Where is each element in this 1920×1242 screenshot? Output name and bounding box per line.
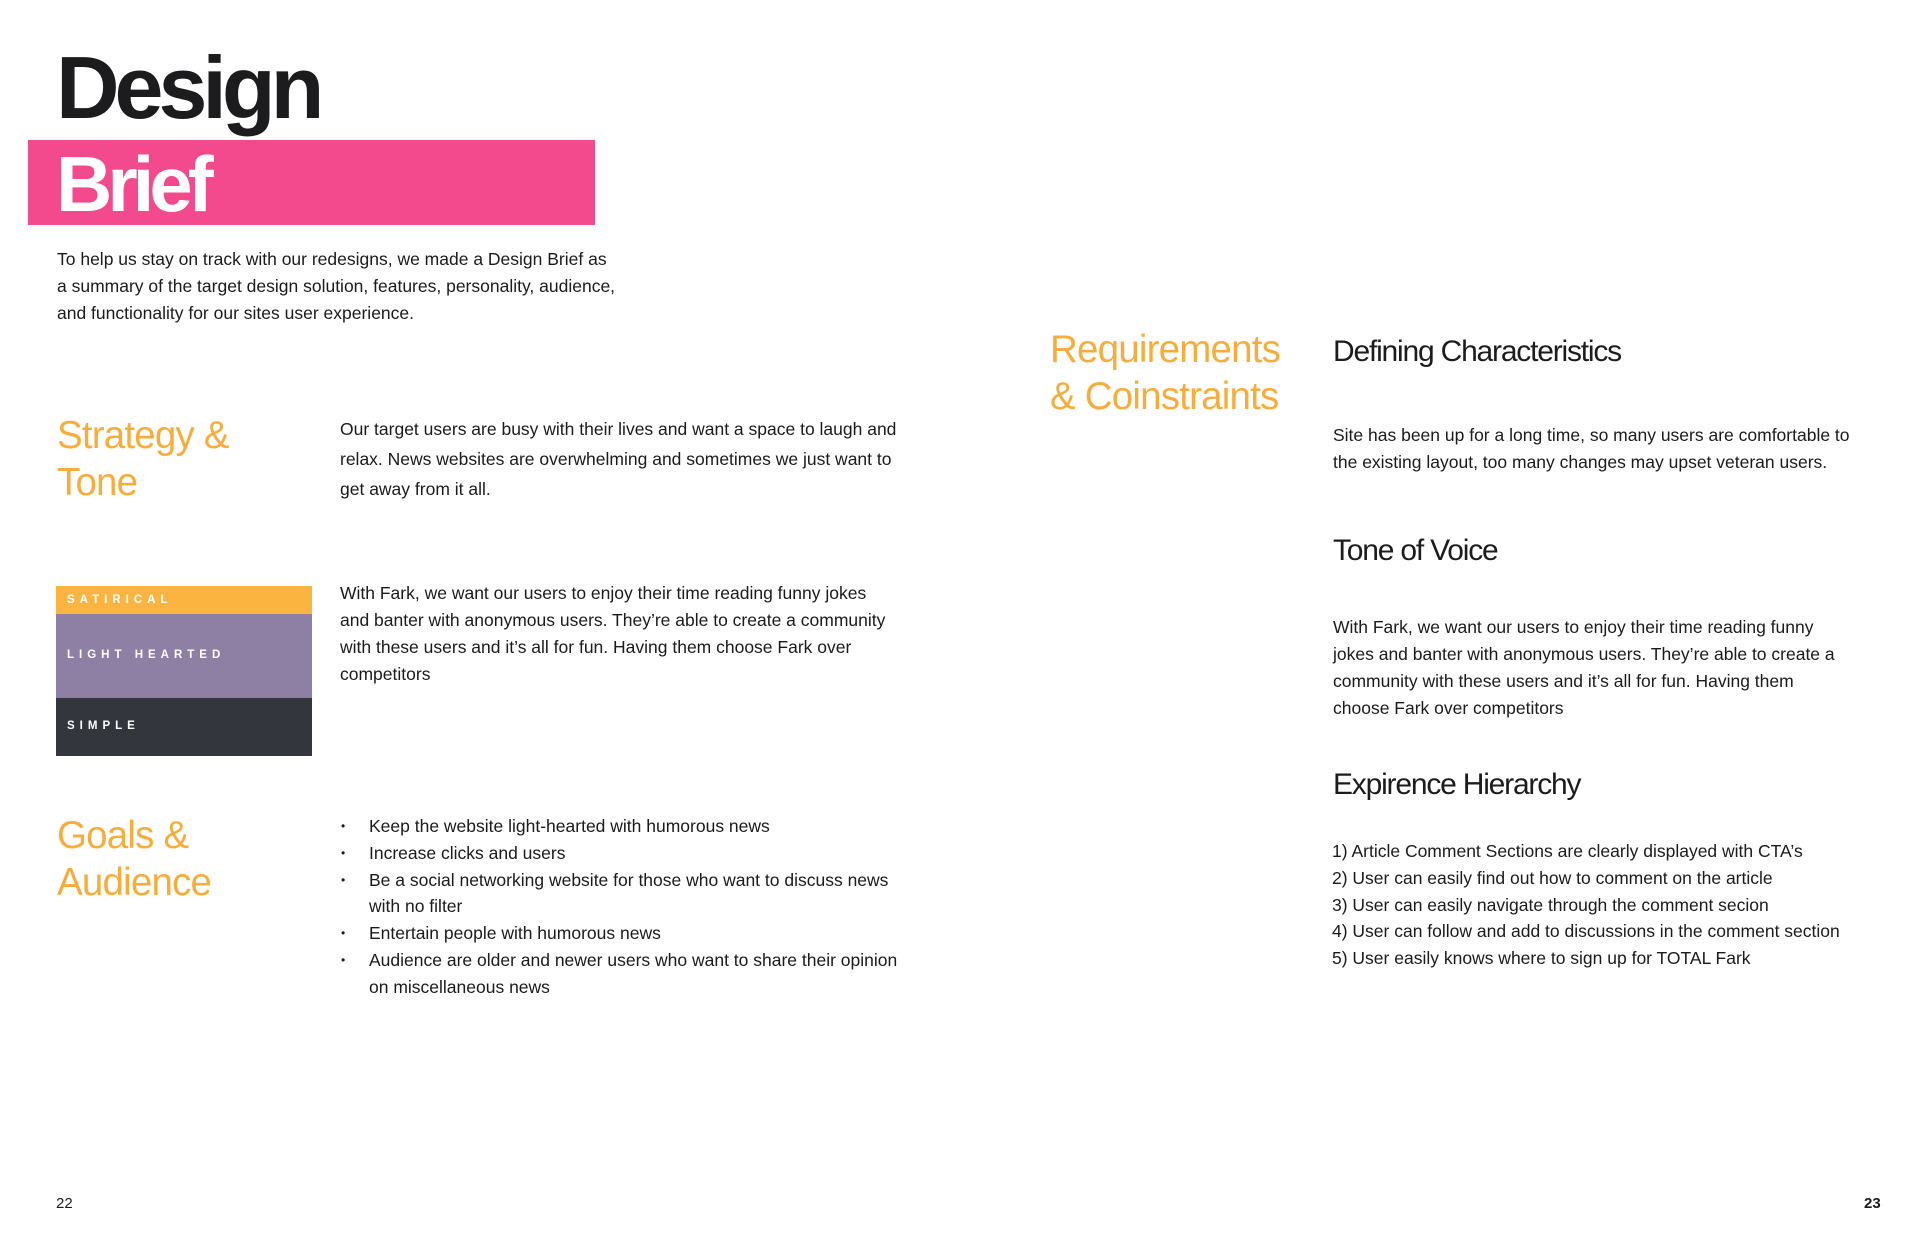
list-item: • Entertain people with humorous news — [340, 920, 900, 947]
strategy-heading-line2: Tone — [57, 461, 138, 504]
goals-heading-line2: Audience — [57, 861, 212, 904]
goals-bullet-list — [340, 813, 900, 1001]
tone-swatch-satirical — [56, 586, 312, 614]
list-item: • Keep the website light-hearted with humorous news — [340, 813, 900, 840]
goals-heading — [57, 812, 211, 906]
page-title-brief: Brief — [56, 140, 209, 228]
tone-swatch-label: SIMPLE — [67, 720, 140, 732]
requirements-heading — [1050, 326, 1280, 420]
page-title-design: Design — [56, 38, 320, 137]
intro-paragraph: To help us stay on track with our redesigns, we made a Design Brief as a summary of the target design solution, features, personality, audience, and functionality for our sites user experience. — [57, 249, 616, 323]
strategy-heading-line1: Strategy & — [57, 414, 229, 457]
strategy-heading — [57, 412, 229, 506]
tone-swatch-light-hearted — [56, 614, 312, 698]
page-number-left: 22 — [56, 1195, 73, 1212]
tone-of-voice-text: With Fark, we want our users to enjoy their time reading funny jokes and banter with anonymous users. They’re able to create a community with these users and it’s all for fun. Having them choose Fark over competitors — [1333, 617, 1835, 718]
defining-characteristics-text: Site has been up for a long time, so many users are comfortable to the existing layout, too many changes may upset veteran users. — [1333, 425, 1850, 472]
list-item: • Be a social networking website for those who want to discuss news with no filter — [340, 867, 900, 921]
tone-of-voice-heading: Tone of Voice — [1333, 534, 1498, 567]
experience-hierarchy-heading: Expirence Hierarchy — [1333, 768, 1581, 801]
bullet-icon: • — [341, 872, 346, 887]
bullet-icon: • — [341, 926, 346, 941]
list-item: 5) User easily knows where to sign up for TOTAL Fark — [1332, 948, 1751, 969]
requirements-heading-line1: Requirements — [1050, 328, 1281, 371]
list-item: 4) User can follow and add to discussions in the comment section — [1332, 921, 1840, 942]
bullet-icon: • — [341, 819, 346, 833]
experience-hierarchy-list — [1332, 838, 1892, 972]
bullet-icon: • — [341, 845, 346, 860]
requirements-heading-line2: & Coinstraints — [1050, 375, 1279, 418]
tone-swatch-label: SATIRICAL — [67, 594, 173, 606]
list-item: 3) User can easily navigate through the comment secion — [1332, 894, 1769, 915]
strategy-paragraph-1: Our target users are busy with their lives and want a space to laugh and relax. News websites are overwhelming and sometimes we just want to get away from it all. — [340, 419, 897, 499]
list-item: • Increase clicks and users — [340, 840, 900, 867]
list-item: • Audience are older and newer users who want to share their opinion on miscellaneous news — [340, 947, 900, 1001]
bullet-icon: • — [341, 952, 346, 967]
tone-swatch-simple — [56, 698, 312, 756]
list-item: 2) User can easily find out how to comment on the article — [1332, 867, 1773, 888]
goals-heading-line1: Goals & — [57, 814, 189, 857]
list-item: 1) Article Comment Sections are clearly displayed with CTA’s — [1332, 841, 1803, 861]
strategy-paragraph-2: With Fark, we want our users to enjoy their time reading funny jokes and banter with anonymous users. They’re able to create a community with these users and it’s all for fun. Having them choose Fark over competitors — [340, 583, 886, 684]
defining-characteristics-heading: Defining Characteristics — [1333, 335, 1621, 368]
tone-swatch-label: LIGHT HEARTED — [67, 649, 226, 661]
page-number-right: 23 — [1864, 1195, 1881, 1212]
